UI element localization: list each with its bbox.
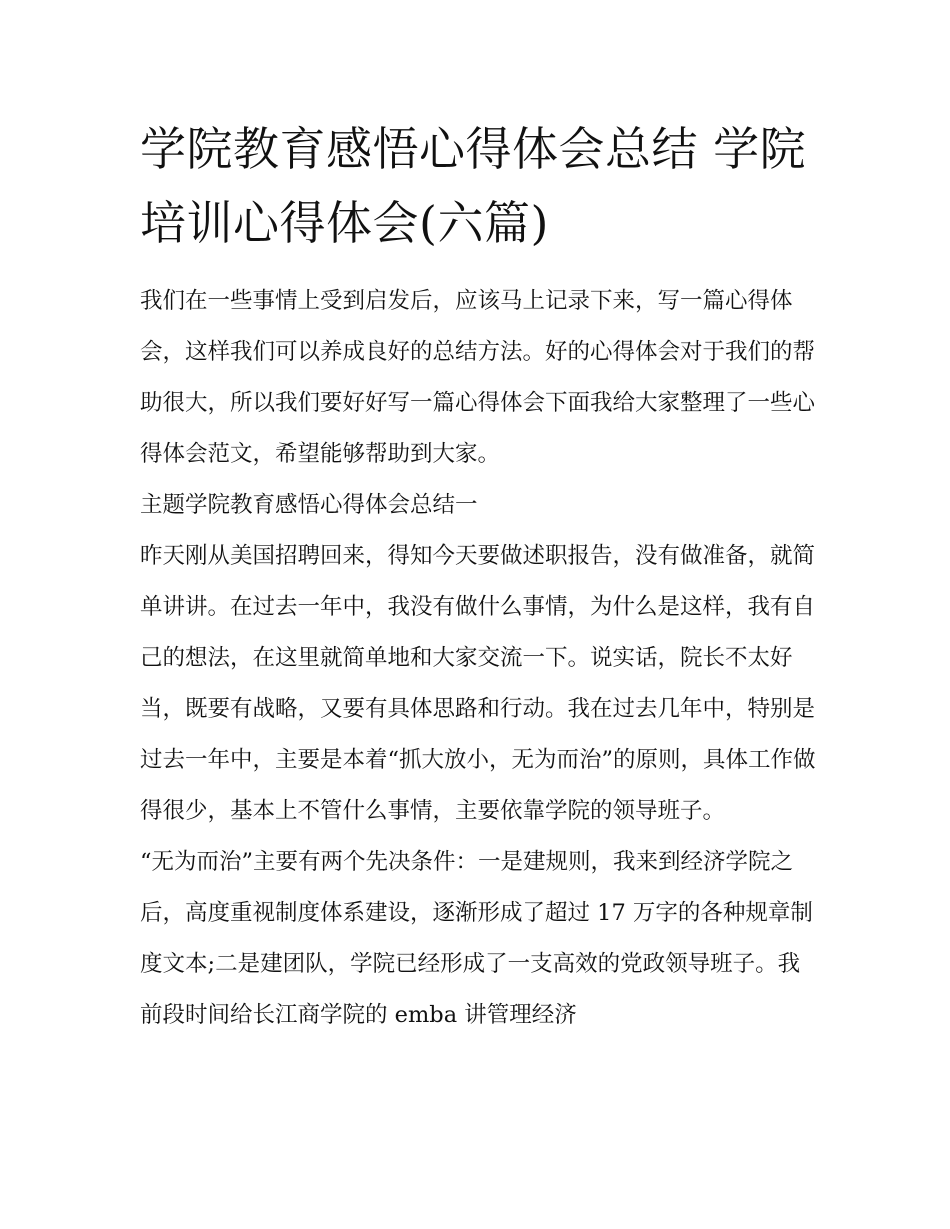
document-body [140, 276, 820, 1041]
body-paragraph: 昨天刚从美国招聘回来，得知今天要做述职报告，没有做准备，就简单讲讲。在过去一年中，我没有做什么事情，为什么是这样，我有自己的想法，在这里就简单地和大家交流一下。说实话，院长不太好当，既要有战略，又要有具体思路和行动。我在过去几年中，特别是过去一年中，主要是本着“抓大放小，无为而治”的原则，具体工作做得很少，基本上不管什么事情，主要依靠学院的领导班子。 [140, 543, 816, 824]
body-paragraph: “无为而治”主要有两个先决条件：一是建规则，我来到经济学院之后，高度重视制度体系建设，逐渐形成了超过 17 万字的各种规章制度文本;二是建团队，学院已经形成了一支高效的党政领导班子。我前段时间给长江商学院的 emba 讲管理经济 [140, 849, 813, 1028]
section-heading: 主题学院教育感悟心得体会总结一 [140, 492, 478, 518]
intro-paragraph: 我们在一些事情上受到启发后，应该马上记录下来，写一篇心得体会，这样我们可以养成良好的总结方法。好的心得体会对于我们的帮助很大，所以我们要好好写一篇心得体会下面我给大家整理了一些心得体会范文，希望能够帮助到大家。 [140, 288, 816, 467]
document-title: 学院教育感悟心得体会总结 学院培训心得体会(六篇) [140, 122, 807, 250]
